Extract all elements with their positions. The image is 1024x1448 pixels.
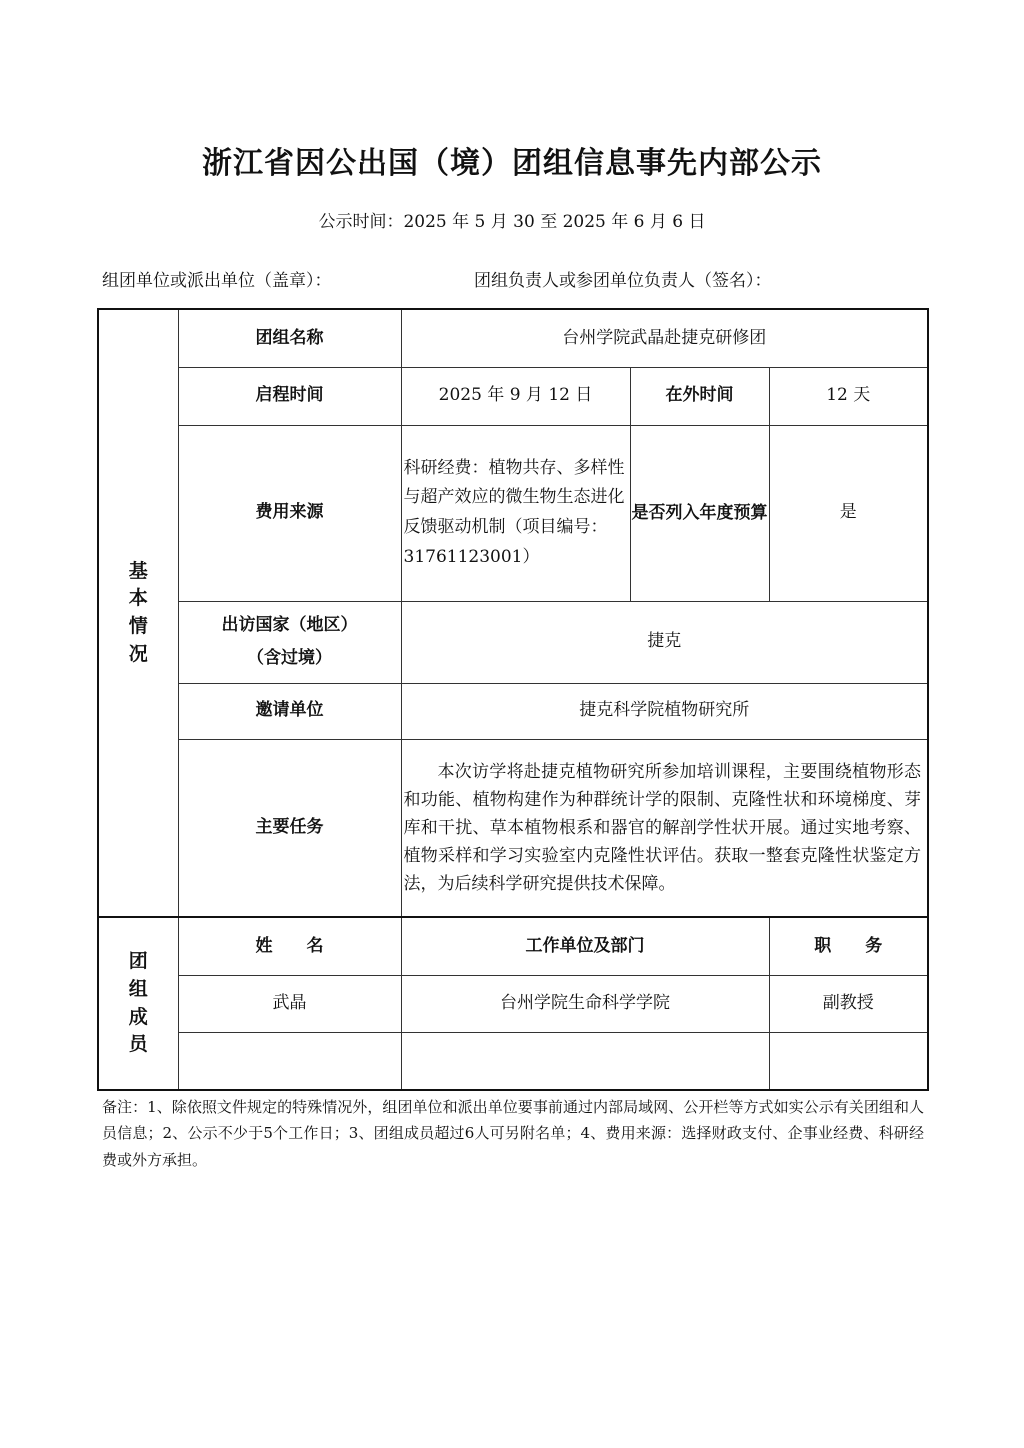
basic-section-label: 基本情况: [128, 559, 148, 665]
country-value: 捷克: [401, 601, 928, 683]
inviter-value: 捷克科学院植物研究所: [401, 683, 928, 739]
group-name-row: [98, 309, 928, 367]
task-row: [98, 739, 928, 917]
group-name-label: 团组名称: [178, 309, 401, 367]
departure-row: [98, 367, 928, 425]
member-name: [178, 1032, 401, 1090]
group-name-value: 台州学院武晶赴捷克研修团: [401, 309, 928, 367]
task-text: 本次访学将赴捷克植物研究所参加培训课程，主要围绕植物形态和功能、植物构建作为种群统计学的限制、克隆性状和环境梯度、芽库和干扰、草本植物根系和器官的解剖学性状开展。通过实地考察、植物采样和学习实验室内克隆性状评估。获取一整套克隆性状鉴定方法，为后续科学研究提供技术保障。: [403, 761, 921, 894]
departure-date: 2025 年 9 月 12 日: [401, 367, 630, 425]
inviter-label: 邀请单位: [178, 683, 401, 739]
member-unit: 台州学院生命科学学院: [401, 975, 769, 1032]
country-label-line2: （含过境）: [247, 648, 332, 668]
publication-period: 公示时间：2025 年 5 月 30 至 2025 年 6 月 6 日: [318, 212, 706, 232]
country-label-line1: 出访国家（地区）: [221, 614, 358, 635]
col-unit-header: 工作单位及部门: [401, 917, 769, 975]
member-row: [98, 975, 928, 1032]
basic-section-label-cell: [98, 309, 178, 917]
col-title-header: 职 务: [769, 917, 928, 975]
budget-label: 是否列入年度预算: [630, 425, 769, 601]
country-row: [98, 601, 928, 683]
budget-value: 是: [769, 425, 928, 601]
funding-row: [98, 425, 928, 601]
page-title: 浙江省因公出国（境）团组信息事先内部公示: [202, 146, 822, 181]
members-section-label-cell: [98, 917, 178, 1090]
footnote: 备注：1、除依照文件规定的特殊情况外，组团单位和派出单位要事前通过内部局域网、公开栏等方式如实公示有关团组和人员信息；2、公示不少于5个工作日；3、团组成员超过6人可另附名单；4、费用来源：选择财政支付、企事业经费、科研经费或外方承担。: [102, 1098, 924, 1169]
funding-label: 费用来源: [178, 425, 401, 601]
member-title: [769, 1032, 928, 1090]
country-label: [178, 601, 401, 683]
departure-label: 启程时间: [178, 367, 401, 425]
member-unit: [401, 1032, 769, 1090]
members-header-row: [98, 917, 928, 975]
col-name-header: 姓 名: [178, 917, 401, 975]
info-table: [97, 308, 929, 1091]
task-label: 主要任务: [178, 739, 401, 917]
leader-signature-label: 团组负责人或参团单位负责人（签名）：: [474, 271, 772, 291]
task-value: [401, 739, 928, 917]
member-title: 副教授: [769, 975, 928, 1032]
funding-value: 科研经费：植物共存、多样性与超产效应的微生物生态进化反馈驱动机制（项目编号：31761123001）: [401, 425, 630, 601]
member-row: [98, 1032, 928, 1090]
inviter-row: [98, 683, 928, 739]
members-section-label: 团组成员: [128, 950, 148, 1056]
member-name: 武晶: [178, 975, 401, 1032]
organizer-seal-label: 组团单位或派出单位（盖章）：: [102, 271, 332, 291]
duration-label: 在外时间: [630, 367, 769, 425]
duration-value: 12 天: [769, 367, 928, 425]
